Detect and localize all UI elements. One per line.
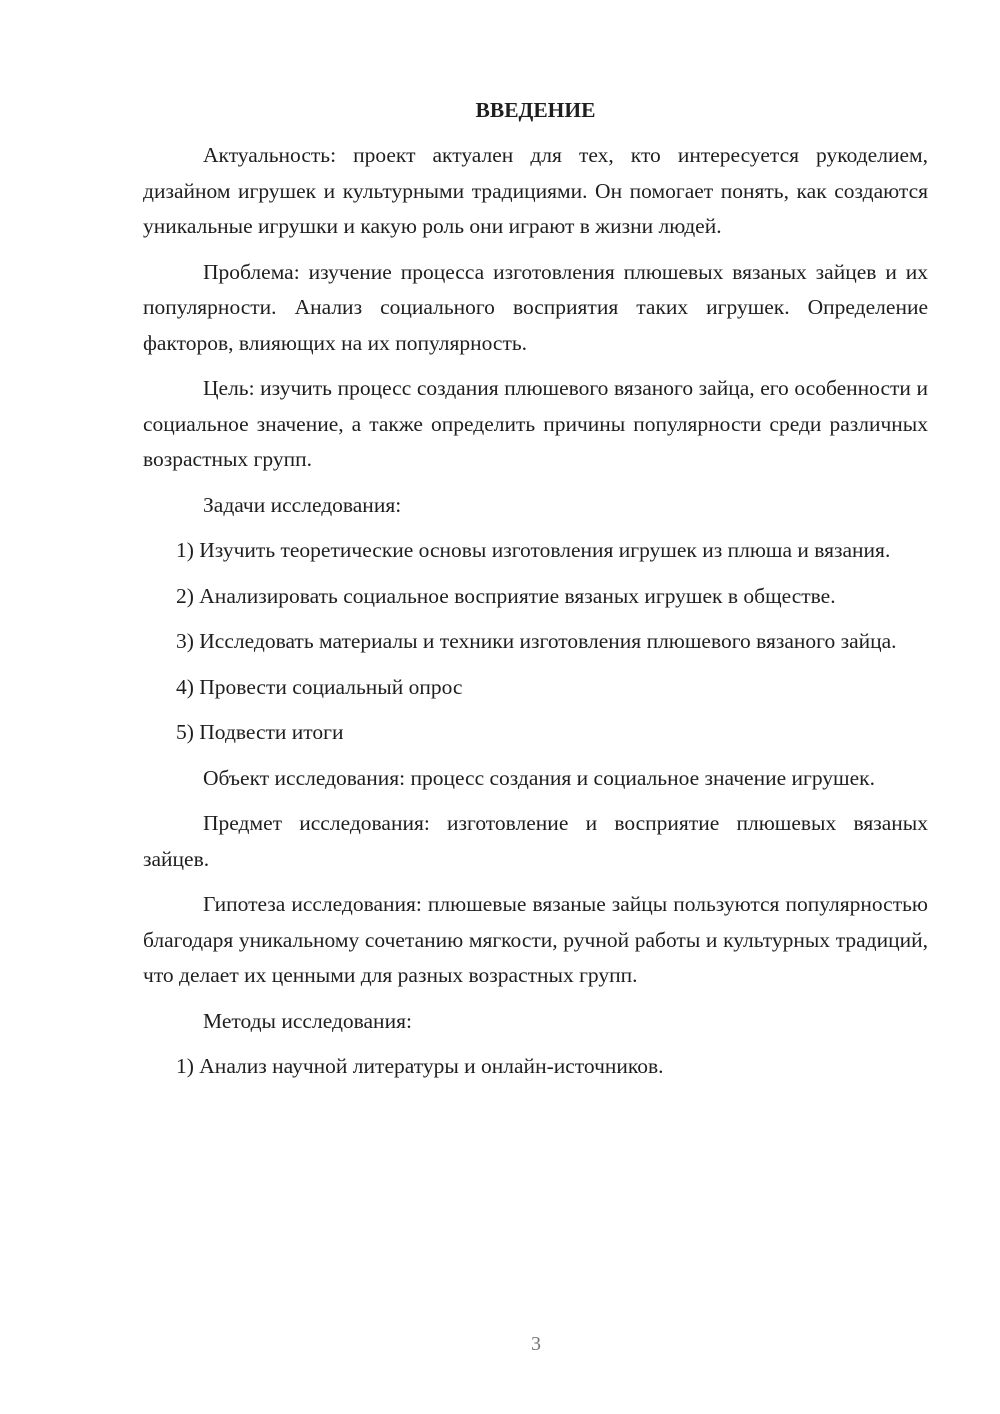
paragraph-tasks-heading: Задачи исследования: — [203, 492, 402, 517]
paragraph-problem: Проблема: изучение процесса изготовления плюшевых вязаных зайцев и их популярности. Анализ социального восприятия таких игрушек. Определение факторов, влияющих на их популярность. — [143, 259, 928, 355]
paragraph-hypothesis: Гипотеза исследования: плюшевые вязаные зайцы пользуются популярностью благодаря уникальному сочетанию мягкости, ручной работы и культурных традиций, что делает их ценными для разных возрастных групп. — [143, 892, 928, 987]
paragraph-object: Объект исследования: процесс создания и социальное значение игрушек. — [203, 765, 875, 790]
paragraph-relevance: Актуальность: проект актуален для тех, кто интересуется рукоделием, дизайном игрушек и культурными традициями. Он помогает понять, как создаются уникальные игрушки и какую роль они играют в жизни людей. — [143, 143, 928, 238]
page-number: 3 — [531, 1333, 541, 1355]
list-item-task-4: 4) Провести социальный опрос — [176, 674, 463, 699]
paragraph-subject: Предмет исследования: изготовление и восприятие плюшевых вязаных зайцев. — [143, 811, 928, 871]
list-item-task-5: 5) Подвести итоги — [176, 720, 344, 744]
list-item-task-2: 2) Анализировать социальное восприятие вязаных игрушек в обществе. — [176, 583, 836, 608]
paragraph-goal: Цель: изучить процесс создания плюшевого вязаного зайца, его особенности и социальное значение, а также определить причины популярности среди различных возрастных групп. — [143, 376, 928, 471]
list-item-task-3: 3) Исследовать материалы и техники изготовления плюшевого вязаного зайца. — [176, 629, 897, 653]
list-item-method-1: 1) Анализ научной литературы и онлайн-источников. — [176, 1054, 664, 1078]
list-item-task-1: 1) Изучить теоретические основы изготовления игрушек из плюша и вязания. — [176, 538, 891, 562]
document-page — [143, 92, 928, 1095]
paragraph-methods-heading: Методы исследования: — [203, 1008, 412, 1033]
section-title: ВВЕДЕНИЕ — [475, 98, 596, 122]
